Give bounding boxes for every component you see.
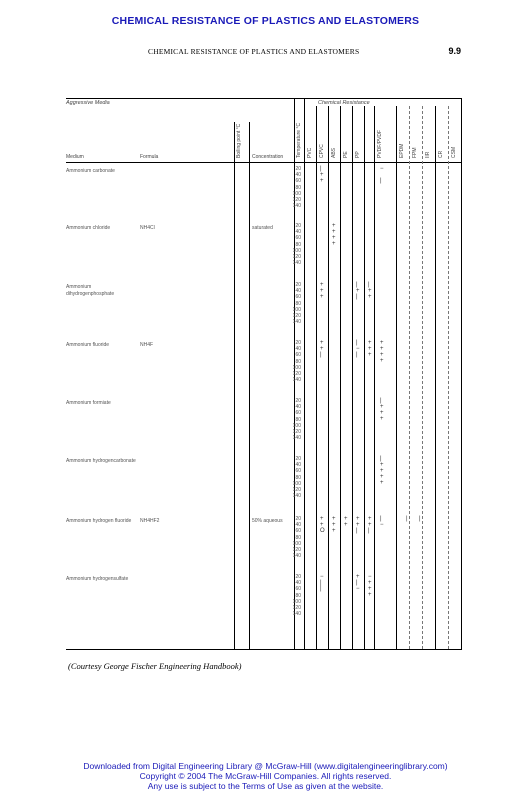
col-divider-dashed	[409, 106, 410, 649]
table-header-rule	[66, 162, 462, 163]
row-medium: Ammonium hydrogencarbonate	[66, 458, 136, 464]
col-header-fpm: FPM	[412, 147, 418, 158]
resistance-mark: | + |	[356, 282, 360, 300]
row-temperatures: 20 40 60 80 100 120 140	[292, 282, 301, 326]
col-header-cpvc: CPVC	[319, 144, 325, 158]
col-divider	[249, 122, 250, 649]
row-formula: NH4HF2	[140, 518, 160, 524]
col-divider	[328, 106, 329, 649]
resistance-mark: − + + +	[368, 574, 372, 598]
col-divider	[435, 106, 436, 649]
page-number: 9.9	[448, 46, 461, 56]
col-divider	[352, 106, 353, 649]
banner: CHEMICAL RESISTANCE OF PLASTICS AND ELASTOMERS	[111, 15, 420, 27]
col-header-epdm: EPDM	[399, 143, 405, 158]
resistance-mark: + + |	[356, 516, 360, 534]
resistance-mark: | + + +	[380, 398, 384, 422]
resistance-mark: | −	[380, 516, 384, 528]
col-header-pvc: PVC	[307, 147, 313, 158]
row-concentration: saturated	[252, 225, 273, 231]
resistance-mark: + + +	[332, 516, 336, 534]
resistance-mark: − |	[380, 166, 384, 184]
table-top-rule	[66, 98, 462, 99]
table-bottom-rule	[66, 649, 462, 650]
resistance-mark: + + +	[368, 340, 372, 358]
col-divider	[364, 106, 365, 649]
resistance-mark: | + +	[368, 282, 372, 300]
col-header-formula: Formula	[140, 154, 159, 160]
col-divider	[396, 106, 397, 649]
resistance-mark: |	[406, 516, 408, 522]
col-divider	[340, 106, 341, 649]
running-head: CHEMICAL RESISTANCE OF PLASTICS AND ELASTOMERS	[148, 47, 360, 56]
col-divider-dashed	[448, 106, 449, 649]
row-medium: Ammonium carbonate	[66, 168, 115, 174]
resistance-mark: + + +	[320, 282, 324, 300]
col-header-cr: CR	[438, 150, 444, 158]
row-medium: Ammonium hydrogensulfate	[66, 576, 129, 582]
courtesy-note: (Courtesy George Fischer Engineering Handbook)	[68, 661, 242, 671]
resistance-mark: + + |	[368, 516, 372, 534]
col-header-pp: PP	[355, 151, 361, 158]
col-header-abs: ABS	[331, 147, 337, 158]
row-medium: Ammonium chloride	[66, 225, 111, 231]
chemical-resistance-table	[66, 92, 462, 652]
col-header-temperature: Temperature °C	[296, 122, 302, 158]
col-header-concentration: Concentration	[252, 154, 284, 160]
row-medium: Ammonium fluoride	[66, 342, 110, 348]
group-header-media: Aggressive Media	[66, 100, 110, 106]
footer-terms-line: Any use is subject to the Terms of Use as given at the website.	[147, 781, 384, 791]
row-temperatures: 20 40 60 80 100 120 140	[292, 456, 301, 500]
col-header-boiling-point: Boiling point °C	[236, 123, 242, 158]
col-header-pvdf: PVDF/PVDF	[377, 129, 383, 158]
row-formula: NH4Cl	[140, 225, 155, 231]
resistance-mark: | + + + +	[380, 456, 384, 486]
row-temperatures: 20 40 60 80 100 120 140	[292, 398, 301, 442]
col-header-csm: CSM	[451, 146, 457, 158]
group-header-resistance: Chemical Resistance	[318, 100, 370, 106]
row-temperatures: 20 40 60 80 100 120 140	[292, 223, 301, 267]
row-medium: Ammonium dihydrogenphosphate	[66, 284, 115, 297]
footer-copyright-line: Copyright © 2004 The McGraw-Hill Companies. All rights reserved.	[139, 771, 392, 781]
resistance-mark: | + +	[320, 166, 324, 184]
row-temperatures: 20 40 60 80 100 120 140	[292, 516, 301, 560]
col-header-medium: Medium	[66, 154, 84, 160]
row-temperatures: 20 40 60 80 100 120 140	[292, 166, 301, 210]
resistance-mark: + + O	[320, 516, 325, 534]
col-divider	[461, 98, 462, 649]
row-medium: Ammonium hydrogen fluoride	[66, 518, 132, 524]
row-temperatures: 20 40 60 80 100 120 140	[292, 574, 301, 618]
resistance-mark: + + + +	[332, 223, 336, 247]
col-divider	[374, 106, 375, 649]
resistance-mark: | − |	[356, 340, 360, 358]
col-header-iir: IIR	[425, 151, 431, 158]
row-formula: NH4F	[140, 342, 154, 348]
col-header-pe: PE	[343, 151, 349, 158]
resistance-mark: + + |	[320, 340, 324, 358]
col-divider-dashed	[422, 106, 423, 649]
resistance-mark: + | −	[356, 574, 360, 592]
resistance-mark: + + + +	[380, 340, 384, 364]
footer-download-line[interactable]: Downloaded from Digital Engineering Library @ McGraw-Hill (www.digitalengineeringlibrary.com)	[83, 761, 448, 771]
resistance-mark: − | |	[320, 574, 324, 592]
resistance-mark: |	[419, 516, 421, 522]
col-divider	[234, 122, 235, 649]
col-divider	[304, 98, 305, 649]
row-temperatures: 20 40 60 80 100 120 140	[292, 340, 301, 384]
resistance-mark: + +	[344, 516, 348, 528]
row-concentration: 50% aqueous	[252, 518, 283, 524]
row-medium: Ammonium formiate	[66, 400, 111, 406]
col-divider	[316, 106, 317, 649]
